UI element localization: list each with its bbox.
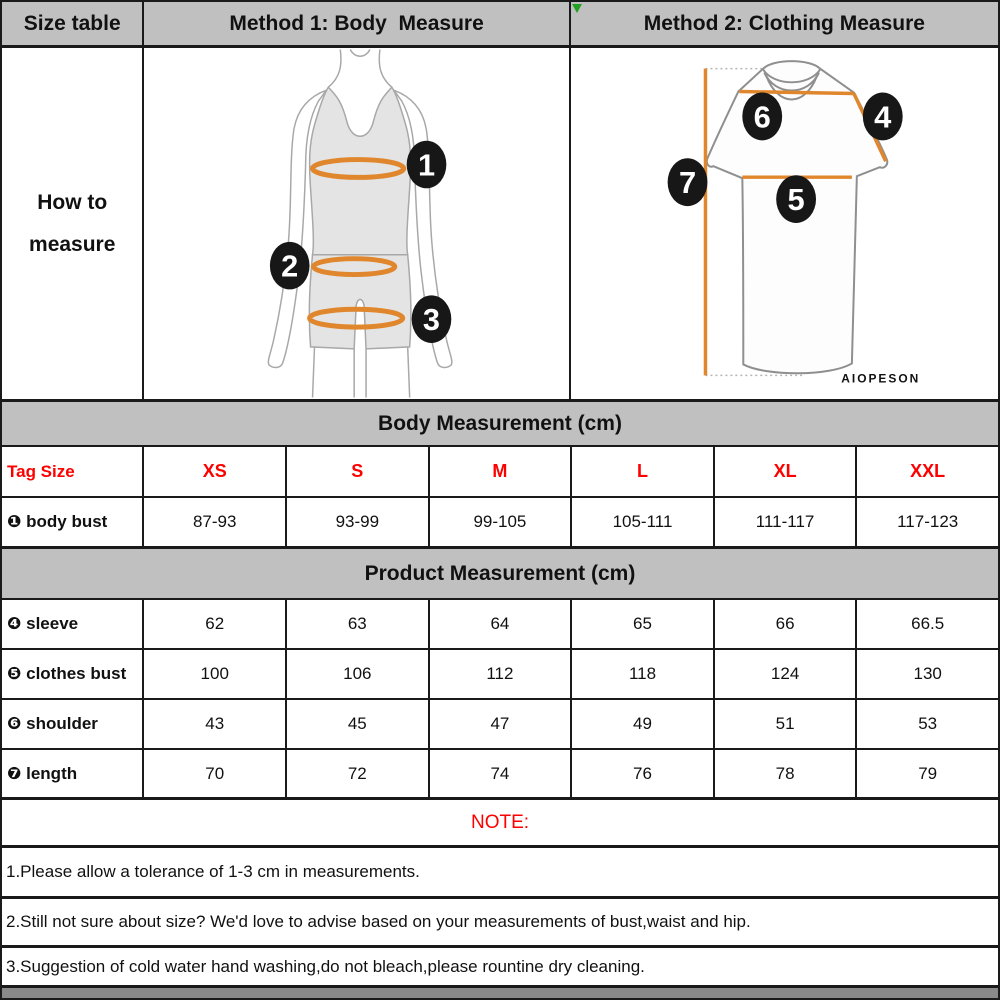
row-label-shoulder: ❻ shoulder [2, 700, 144, 748]
badge-1 [407, 141, 447, 189]
note-text-2: 2.Still not sure about size? We'd love to advise based on your measurements of bust,waist and hip. [6, 912, 751, 931]
clothes-bust-xl: 124 [715, 650, 858, 698]
product-measurement-title: Product Measurement (cm) [2, 549, 998, 598]
svg-text:7: 7 [678, 165, 696, 201]
size-xs: XS [144, 447, 287, 496]
legs-outline [313, 347, 410, 398]
svg-text:6: 6 [753, 99, 771, 135]
tshirt-diagram [571, 48, 998, 399]
size-m: M [430, 447, 573, 496]
svg-text:1: 1 [418, 147, 436, 183]
sleeve-l: 65 [572, 600, 715, 648]
note-text-3: 3.Suggestion of cold water hand washing,do not bleach,please rountine dry cleaning. [6, 956, 645, 976]
note-row-2 [2, 899, 998, 948]
body-measure-illustration [144, 48, 570, 399]
size-table-title: Size table [2, 2, 144, 45]
body-bust-s: 93-99 [287, 498, 430, 546]
clothes-bust-m: 112 [430, 650, 573, 698]
note-title: NOTE: [470, 811, 530, 833]
clothing-measure-illustration [571, 48, 998, 399]
tag-size-row [2, 447, 998, 498]
brand-logo-text: AIOPESON [840, 371, 920, 386]
sleeve-s: 63 [287, 600, 430, 648]
row-label-sleeve: ❹ sleeve [2, 600, 144, 648]
shoulder-measure-line [739, 92, 854, 94]
chin-outline [351, 50, 371, 57]
svg-text:5: 5 [787, 182, 805, 218]
top-header-row [2, 2, 998, 48]
badge-2 [270, 242, 310, 290]
svg-text:3: 3 [423, 302, 441, 338]
table-row-sleeve [2, 600, 998, 650]
body-bust-xs: 87-93 [144, 498, 287, 546]
method1-title: Method 1: Body Measure [144, 2, 570, 45]
illustration-row [2, 48, 998, 402]
note-text-1: 1.Please allow a tolerance of 1-3 cm in measurements. [6, 862, 420, 881]
note-header-row [2, 800, 998, 848]
size-l: L [572, 447, 715, 496]
neck-outline [329, 50, 392, 88]
size-xl: XL [715, 447, 858, 496]
size-s: S [287, 447, 430, 496]
row-label-length: ❼ length [2, 750, 144, 797]
length-xs: 70 [144, 750, 287, 797]
shoulder-s: 45 [287, 700, 430, 748]
how-to-measure-label: How to measure [2, 48, 144, 399]
body-figure-diagram [144, 48, 568, 399]
size-xxl: XXL [910, 461, 946, 481]
shoulder-m: 47 [430, 700, 573, 748]
sleeve-xs: 62 [144, 600, 287, 648]
shoulder-xl: 51 [715, 700, 858, 748]
badge-4 [863, 93, 903, 141]
tag-size-label: Tag Size [2, 447, 144, 496]
method2-title: Method 2: Clothing Measure [571, 2, 998, 45]
clothes-bust-xs: 100 [144, 650, 287, 698]
shoulder-xs: 43 [144, 700, 287, 748]
body-measurement-header-row [2, 402, 998, 447]
sleeve-xl: 66 [715, 600, 858, 648]
body-bust-m: 99-105 [430, 498, 573, 546]
svg-text:2: 2 [281, 248, 299, 284]
table-row-shoulder [2, 700, 998, 750]
note-row-1 [2, 848, 998, 899]
length-xl: 78 [715, 750, 858, 797]
bottom-gray-bar [2, 986, 998, 1000]
body-bust-l: 105-111 [572, 498, 715, 546]
badge-6 [742, 93, 782, 141]
table-row-body-bust [2, 498, 998, 549]
note-row-3 [2, 948, 998, 988]
row-label-body-bust: ❶ body bust [2, 498, 144, 546]
length-l: 76 [572, 750, 715, 797]
row-label-clothes-bust: ❺ clothes bust [2, 650, 144, 698]
sleeve-xxl: 66.5 [911, 614, 945, 633]
clothes-bust-l: 118 [572, 650, 715, 698]
tank-top [310, 87, 411, 255]
shoulder-xxl: 53 [918, 714, 938, 733]
body-measurement-title: Body Measurement (cm) [2, 402, 998, 445]
svg-text:4: 4 [873, 99, 892, 135]
badge-7 [667, 158, 707, 206]
clothes-bust-s: 106 [287, 650, 430, 698]
table-row-clothes-bust [2, 650, 998, 700]
length-xxl: 79 [918, 763, 938, 783]
length-s: 72 [287, 750, 430, 797]
table-row-length [2, 750, 998, 800]
product-measurement-header-row [2, 549, 998, 600]
body-bust-xxl: 117-123 [897, 512, 959, 531]
badge-5 [776, 175, 816, 223]
length-m: 74 [430, 750, 573, 797]
body-bust-xl: 111-117 [715, 498, 858, 546]
sleeve-m: 64 [430, 600, 573, 648]
badge-3 [412, 295, 452, 343]
clothes-bust-xxl: 130 [913, 664, 942, 683]
shoulder-l: 49 [572, 700, 715, 748]
